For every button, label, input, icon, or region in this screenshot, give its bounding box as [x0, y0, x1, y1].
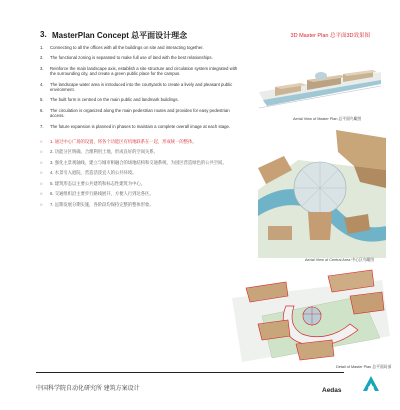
item-text: 1. 通过中心广场的设置，将各个功能区有机地联系在一起，形成统一的整体。 — [50, 139, 197, 145]
concept-list — [40, 45, 240, 212]
item-marker: 3. — [40, 65, 44, 71]
concept-item — [40, 55, 240, 60]
section-title: MasterPlan Concept 总平面设计理念 — [52, 31, 188, 40]
item-text: Connecting to all the offices with all the buildings on site and interacting together. — [50, 45, 204, 50]
concept-item — [40, 66, 240, 77]
item-marker: 7. — [40, 123, 44, 129]
item-marker: ○ — [40, 149, 43, 155]
concept-item-cn — [40, 149, 240, 154]
item-text: Reinforce the main landscape axis, establish a site structure and circulation system integrated with the surrounding city, and create a green public place for the campus. — [50, 65, 238, 77]
section-subtitle: 3D Master Plan 总平面3D效果图 — [290, 33, 370, 39]
item-marker: 4. — [40, 81, 44, 87]
item-marker: ○ — [40, 170, 43, 176]
concept-item — [40, 45, 240, 50]
item-text: The functional zoning is separated to make full use of land with the best relationships. — [50, 55, 213, 61]
aerial-rendering-middle — [258, 130, 386, 258]
footer-divider — [36, 372, 344, 373]
item-text: 3. 强化主景观轴线，建立与城市相融合的场地结构和交通系统，为园区营造绿色的公共空间。 — [50, 159, 227, 165]
aerial-rendering-top — [255, 50, 385, 116]
concept-item — [40, 124, 240, 129]
item-text: 6. 交通组织沿主要步行路线展开，方便人行到达各区。 — [50, 191, 154, 197]
item-text: The landscape water area is introduced into the courtyards to create a lively and pleasant public environment. — [50, 81, 233, 93]
item-marker: 6. — [40, 107, 44, 113]
item-marker: ○ — [40, 201, 43, 207]
item-text: 5. 建筑形态以主要公共建筑和标志性建筑为中心。 — [50, 180, 146, 186]
caption-middle: Aerial View of Central Area 中心区鸟瞰图 — [305, 258, 375, 262]
concept-item — [40, 108, 240, 119]
concept-item-cn — [40, 139, 240, 144]
concept-item — [40, 82, 240, 93]
concept-item-cn — [40, 160, 240, 165]
item-text: 4. 水景引入庭院，营造活泼宜人的公共环境。 — [50, 170, 137, 176]
item-text: 2. 功能分区明确，合理利用土地，形成良好的空间关系。 — [50, 149, 158, 155]
concept-item-cn — [40, 202, 240, 207]
item-marker: ○ — [40, 191, 43, 197]
brand-name: Aedas — [322, 387, 342, 394]
item-marker: 1. — [40, 45, 44, 50]
item-text: The built form is centred on the main public and landmark buildings. — [50, 97, 179, 103]
item-marker: 2. — [40, 55, 44, 61]
section-header — [40, 30, 370, 44]
masterplan-detail — [232, 266, 390, 366]
section-number: 3. — [40, 30, 47, 39]
concept-item — [40, 97, 240, 102]
item-marker: ○ — [40, 139, 43, 145]
item-text: The circulation is organized along the main pedestrian routes and provides for easy pedestrian access. — [50, 107, 230, 119]
item-marker: ○ — [40, 159, 43, 165]
concept-item-cn — [40, 191, 240, 196]
footer-project-name: 中国科学院自动化研究所 建筑方案设计 — [36, 386, 140, 392]
item-marker: ○ — [40, 180, 43, 186]
item-text: The future expansion is planned in phases to maintain a complete overall image at each stage. — [50, 123, 231, 129]
item-marker: 5. — [40, 97, 44, 103]
concept-item-cn — [40, 170, 240, 175]
aedas-logo-icon — [361, 374, 381, 394]
caption-top: Aerial View of Master Plan 总平面鸟瞰图 — [293, 117, 362, 121]
concept-item-cn — [40, 181, 240, 186]
caption-bottom: Detail of Master Plan 总平面局部 — [336, 365, 392, 369]
item-text: 7. 远期发展分期实施，各阶段均保持完整的整体形象。 — [50, 201, 154, 207]
